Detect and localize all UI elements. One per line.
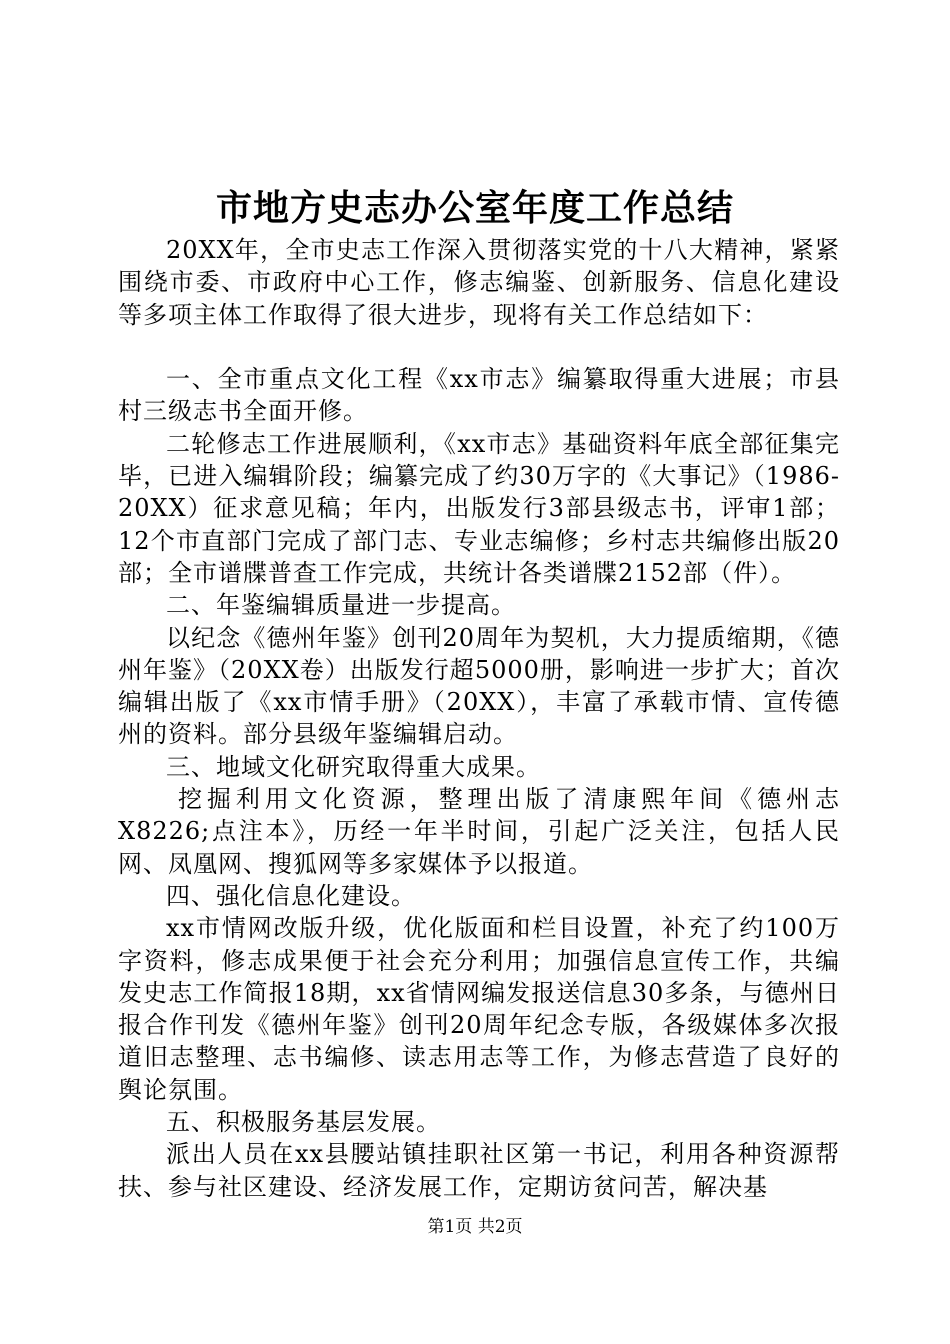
- document-title: 市地方史志办公室年度工作总结: [215, 187, 734, 229]
- paragraph-intro: 20XX年，全市史志工作深入贯彻落实党的十八大精神，紧紧围绕市委、市政府中心工作，修志编鉴、创新服务、信息化建设等多项主体工作取得了很大进步，现将有关工作总结如下：: [118, 236, 840, 329]
- paragraph-section-2: 以纪念《德州年鉴》创刊20周年为契机，大力提质缩期，《德州年鉴》（20XX卷）出版发行超5000册，影响进一步扩大；首次编辑出版了《xx市情手册》（20XX），丰富了承载市情、宣传德州的资料。部分县级年鉴编辑启动。: [118, 623, 840, 749]
- paragraph-section-3: 挖掘利用文化资源，整理出版了清康熙年间《德州志X8226;点注本》，历经一年半时间，引起广泛关注，包括人民网、凤凰网、搜狐网等多家媒体予以报道。: [118, 785, 840, 878]
- heading-section-4: 四、强化信息化建设。: [166, 881, 416, 910]
- heading-section-5: 五、积极服务基层发展。: [166, 1108, 441, 1137]
- paragraph-section-1: 二轮修志工作进展顺利，《xx市志》基础资料年底全部征集完毕，已进入编辑阶段；编纂完成了约30万字的《大事记》（1986-20XX）征求意见稿；年内，出版发行3部县级志书，评审1部；12个市直部门完成了部门志、专业志编修；乡村志共编修出版20部；全市谱牒普查工作完成，共统计各类谱牒2152部（件）。: [118, 429, 840, 587]
- heading-section-3: 三、地域文化研究取得重大成果。: [166, 752, 541, 781]
- heading-section-2: 二、年鉴编辑质量进一步提高。: [166, 591, 516, 620]
- heading-section-1: 一、全市重点文化工程《xx市志》编纂取得重大进展；市县村三级志书全面开修。: [118, 365, 840, 426]
- document-body: [118, 234, 840, 1203]
- paragraph-section-4: xx市情网改版升级，优化版面和栏目设置，补充了约100万字资料，修志成果便于社会充分利用；加强信息宣传工作，共编发史志工作简报18期，xx省情网编发报送信息30多条，与德州日报合作刊发《德州年鉴》创刊20周年纪念专版，各级媒体多次报道旧志整理、志书编修、读志用志等工作，为修志营造了良好的舆论氛围。: [118, 914, 840, 1104]
- paragraph-section-5: 派出人员在xx县腰站镇挂职社区第一书记，利用各种资源帮扶、参与社区建设、经济发展工作，定期访贫问苦，解决基: [118, 1140, 840, 1201]
- page-footer: 第1页 共2页: [427, 1217, 523, 1237]
- blank-line: [118, 331, 840, 363]
